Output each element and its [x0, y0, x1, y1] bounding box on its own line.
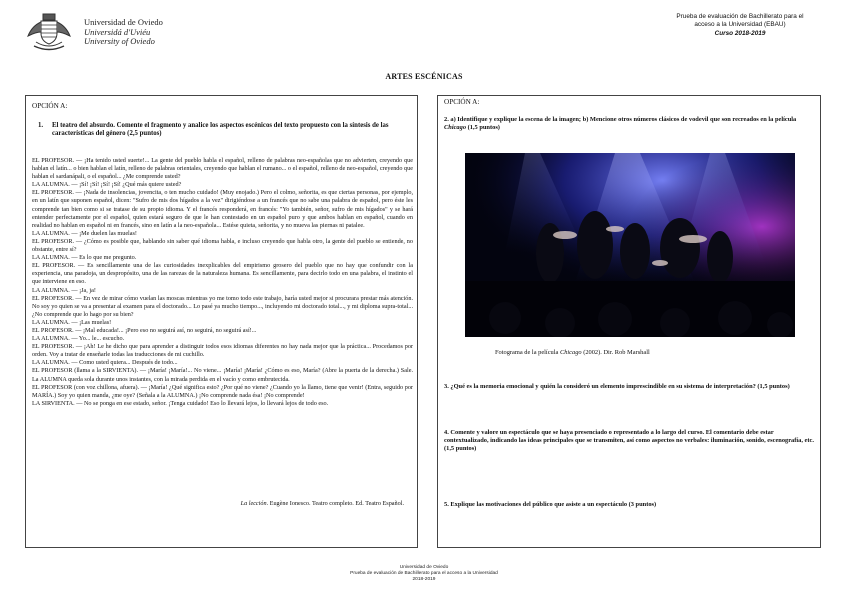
footer-year: 2018-2019: [412, 577, 436, 583]
chicago-film-still: [465, 153, 795, 337]
dialogue-line: EL PROFESOR. — En vez de mirar cómo vuelan las moscas mientras yo me tomo todo este trabajo, haría usted mejor si procurara prestar más atención. No soy yo quien se va a presentar al examen para el doctorado... Lo pasé ya mucho tiempo..., incluyendo mi doctorado total..., y mi diploma supra-total... ¿No comprende que lo hago por su bien?: [32, 294, 413, 318]
subject-title: ARTES ESCÉNICAS: [385, 72, 463, 81]
play-excerpt: [32, 157, 413, 408]
university-name-es: Universidad de Oviedo: [84, 17, 163, 27]
dialogue-line: EL PROFESOR (llama a la SIRVIENTA). — ¡María! ¡María!... No viene... ¡María! ¡María! ¿Cómo es eso, María? (Abre la puerta de la derecha.) Sale. La ALUMNA queda sola durante unos instantes, con la mirada perdida en el vacío y como embrutecida.: [32, 367, 413, 383]
question-2-text: 2. a) Identifique y explique la escena de la imagen; b) Mencione otros números clásicos de vodevil que son recreados en la película: [444, 116, 797, 123]
dialogue-line: LA ALUMNA. — ¡Ja, ja!: [32, 286, 96, 294]
dialogue-line: EL PROFESOR (con voz chillona, afuera). — ¡María! ¿Qué significa esto? ¿Por qué no viene? ¿Cuando yo la llamo, tiene que venir! (Entra, seguido por MARÍA.) Soy yo quien manda, ¿me oye? (Señala a la ALUMNA.) ¡No comprende nada ésa! ¡No comprende!: [32, 383, 413, 399]
exam-title-line1: Prueba de evaluación de Bachillerato para el: [676, 13, 804, 20]
citation-title: La lección: [240, 500, 267, 507]
question-1-text: El teatro del absurdo. Comente el fragmento y analice los aspectos escénicos del texto propuesto con la síntesis de las características del género (2,5 puntos): [52, 122, 389, 138]
university-name-en: University of Oviedo: [84, 36, 155, 46]
dialogue-line: EL PROFESOR. — ¡Ah! Le he dicho que para aprender a distinguir todos esos idiomas diferentes no hay nada mejor que la práctica... Procedamos por orden. Voy a tratar de enseñarle todas las traducciones de mi cuchillo.: [32, 343, 413, 359]
university-name: [84, 18, 163, 47]
question-1-number: 1.: [38, 122, 44, 129]
dialogue-line: LA ALUMNA. — ¡Me duelen las muelas!: [32, 229, 137, 237]
dialogue-line: EL PROFESOR. — ¡Nada de insolencias, jovencita, o ten mucho cuidado! (Muy enojado.) Pero el colmo, señorita, es que ciertas personas, por ejemplo, en un latín que suponen español, dicen: "Sufro de mis dos hígados a la vez" dirigiéndose a un francés que no sabe una palabra de español, pero éste les comprende tan bien como si se tratase de su propio idioma. Y el francés responderá, en francés: "Yo también, señor, sufro de mis hígados" y se hará entender perfectamente por el español, quien estará seguro de que le han contestado en un español puro y que ambos hablan en español, cuando en realidad no hablan en español ni en francés, sino en latín a la neo-española... Estése quieta, señorita, y no mueva las piernas ni patalee.: [32, 189, 413, 229]
question-4: 4. Comente y valore un espectáculo que se haya presenciado o representado a lo largo del curso. El comentario debe estar contextualizado, indicando las ideas principales que se transmiten, así como aspectos no verbales: iluminación, sonido, escenografía, etc. (1,5 puntos): [444, 429, 814, 453]
dialogue-line: LA ALUMNA. — ¡Sí! ¡Sí! ¡Sí! ¡Sí! ¿Qué más quiere usted?: [32, 181, 182, 189]
question-3: 3. ¿Qué es la memoria emocional y quién la consideró un elemento imprescindible en su sistema de interpretación? (1,5 puntos): [444, 383, 790, 390]
question-2-film: Chicago: [444, 124, 467, 132]
dialogue-line: LA ALUMNA. — Como usted quiera... Después de todo...: [32, 359, 178, 367]
option-label: OPCIÓN A:: [32, 102, 68, 110]
caption-text: Fotograma de la película: [495, 349, 560, 356]
footer-university: Universidad de Oviedo: [399, 565, 449, 570]
dialogue-line: EL PROFESOR. — Es sencillamente una de las curiosidades inexplicables del empirismo grosero del pueblo que no hay que confundir con la experiencia, una paradoja, un despropósito, una de las rarezas de la naturaleza humana. Es sencillamente, para decirlo todo en una palabra, el instinto el que interviene en eso.: [32, 262, 413, 286]
exam-course: Curso 2018-2019: [714, 29, 766, 37]
page-footer: [0, 565, 848, 583]
dialogue-line: EL PROFESOR. — ¡Ha tenido usted suerte!... La gente del pueblo habla el español, relleno de palabras neo-españolas que no advierten, creyendo que hablan el latín... o bien hablan el latín, relleno de palabras orientales, creyendo que hablan el rumano... o el español, relleno de neo-español, creyendo que hablan el sardanápali, o el español... ¿Me comprende usted?: [32, 157, 413, 181]
dialogue-line: EL PROFESOR. — ¡Mal educada!... ¡Pero eso no seguirá así, no seguirá, no seguirá así!...: [32, 326, 257, 334]
question-2: [444, 116, 814, 132]
dialogue-line: LA ALUMNA. — ¡Las muelas!: [32, 318, 112, 326]
option-label: OPCIÓN A:: [444, 98, 480, 106]
dialogue-line: LA ALUMNA. — Es lo que me pregunto.: [32, 254, 137, 262]
university-crest-icon: [24, 12, 74, 52]
footer-exam: Prueba de evaluación de Bachillerato para el acceso a la Universidad: [350, 571, 498, 577]
dialogue-line: EL PROFESOR. — ¿Cómo es posible que, hablando sin saber qué idioma habla, e incluso creyendo que habla otro, la gente del pueblo se entiende, no obstante, entre sí?: [32, 237, 413, 254]
option-a-left-panel: [25, 95, 418, 548]
excerpt-citation: [241, 500, 404, 507]
university-name-ast: Universidá d'Uviéu: [84, 26, 151, 37]
exam-title-line2: acceso a la Universidad (EBAU): [694, 21, 786, 29]
option-a-right-panel: [437, 95, 821, 548]
caption-director: (2002). Dir. Rob Marshall: [581, 349, 650, 356]
photo-caption: [495, 349, 650, 356]
question-2-points: (1,5 puntos): [466, 124, 500, 132]
dialogue-line: LA ALUMNA. — Yo... le... escucho.: [32, 335, 125, 343]
dialogue-line: LA SIRVIENTA. — No se ponga en ese estado, señor. ¡Tenga cuidado! Eso lo llevará lejos, lo llevará lejos de todo eso.: [32, 399, 329, 407]
exam-header: [650, 13, 830, 38]
question-1: [38, 122, 406, 138]
caption-film: Chicago: [559, 349, 582, 356]
citation-source: . Eugène Ionesco. Teatro completo. Ed. Teatro Español.: [266, 500, 404, 507]
question-5: 5. Explique las motivaciones del público que asiste a un espectáculo (3 puntos): [444, 501, 657, 508]
